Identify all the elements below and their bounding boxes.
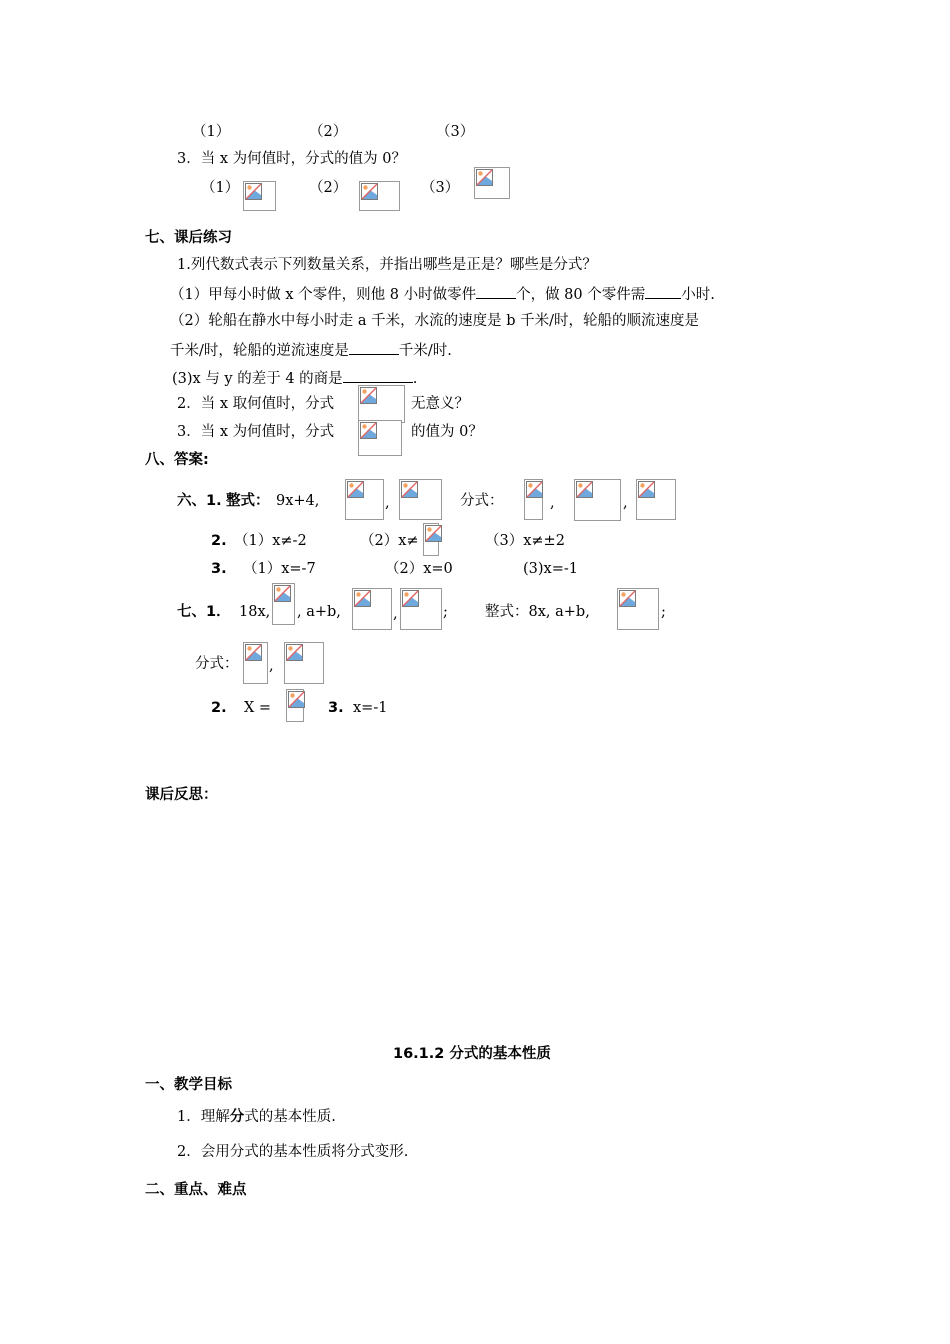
broken-image-icon [352, 588, 392, 630]
comma: , [550, 495, 555, 511]
broken-image-icon [400, 588, 442, 630]
s8-heading: 八、答案: [145, 452, 209, 468]
s7-heading: 七、课后练习 [145, 230, 232, 246]
broken-image-icon [524, 479, 543, 520]
q3-label-2: （2） [309, 180, 348, 196]
s7-q1-2b: 千米/时，轮船的逆流速度是 千米/时. [170, 340, 452, 360]
s7-q2-b: 无意义？ [411, 396, 469, 412]
ans-6-3-a: （1）x=-7 [243, 561, 316, 577]
comma: , [385, 495, 390, 511]
goal-heading: 一、教学目标 [145, 1077, 232, 1093]
key-heading: 二、重点、难点 [145, 1182, 247, 1198]
broken-image-icon [474, 167, 510, 199]
ans-6-2-num: 2. [211, 533, 227, 549]
s7-q1-intro: 1.列代数式表示下列数量关系，并指出哪些是正是？哪些是分式？ [177, 257, 597, 273]
q2-label-3: （3） [436, 124, 475, 140]
s7-q1-3: (3)x 与 y 的差于 4 的商是 . [172, 368, 417, 388]
ans-7-1-a: 18x, [239, 604, 271, 620]
q2-label-2: （2） [309, 124, 348, 140]
ans-7-3-a: x=-1 [353, 700, 388, 716]
broken-image-icon [345, 479, 384, 520]
broken-image-icon [574, 479, 621, 521]
ans-6-3-c: (3)x=-1 [523, 561, 578, 577]
ans-7-fs: 分式： [195, 656, 239, 672]
ans-6-2-a: （1）x≠-2 [234, 533, 307, 549]
s7-q3-b: 的值为 0？ [411, 424, 483, 440]
ans-7-1-e: ; [661, 604, 666, 620]
broken-image-icon [243, 642, 268, 684]
ans-6-2-c: （3）x≠±2 [485, 533, 565, 549]
q3-label-3: （3） [421, 180, 460, 196]
ans-6-1-fs: 分式： [460, 493, 504, 509]
s6-q3-text: 3．当 x 为何值时，分式的值为 0？ [177, 151, 406, 167]
s7-q1-1: （1）甲每小时做 x 个零件，则他 8 小时做零件 个，做 80 个零件需 小时. [170, 284, 715, 304]
ans-6-1-num: 六、1. [177, 493, 222, 509]
ans-6-1-val: 9x+4, [276, 493, 320, 509]
broken-image-icon [399, 479, 442, 520]
broken-image-icon [423, 523, 439, 556]
lesson-title: 16.1.2 分式的基本性质 [393, 1046, 551, 1062]
ans-7-2-num: 2. [211, 700, 227, 716]
ans-7-2-a: X = [244, 700, 272, 716]
goal-item-2: 2．会用分式的基本性质将分式变形. [177, 1144, 409, 1160]
s7-q3-a: 3．当 x 为何值时，分式 [177, 424, 335, 440]
q2-label-1: （1） [192, 124, 231, 140]
broken-image-icon [358, 385, 405, 423]
ans-7-1-c: , [393, 606, 398, 622]
reflection-heading: 课后反思： [145, 787, 218, 803]
goal-item-1: 1．理解分式的基本性质. [177, 1109, 336, 1125]
ans-6-1-zs: 整式： [226, 493, 270, 509]
ans-7-1-zs: 整式：8x, a+b, [485, 604, 590, 620]
ans-6-2-b: （2）x≠ [360, 533, 419, 549]
ans-6-3-b: （2）x=0 [385, 561, 453, 577]
comma: , [623, 495, 628, 511]
broken-image-icon [272, 583, 295, 625]
broken-image-icon [284, 642, 324, 684]
s7-q1-2a: （2）轮船在静水中每小时走 a 千米，水流的速度是 b 千米/时，轮船的顺流速度是 [170, 313, 699, 329]
broken-image-icon [286, 689, 304, 722]
comma: , [269, 658, 274, 674]
q3-label-1: （1） [201, 180, 240, 196]
ans-7-1-num: 七、1． [177, 604, 231, 620]
broken-image-icon [636, 479, 676, 520]
broken-image-icon [617, 588, 659, 630]
ans-6-3-num: 3. [211, 561, 227, 577]
ans-7-1-b: , a+b, [297, 604, 341, 620]
broken-image-icon [243, 181, 276, 211]
ans-7-1-d: ; [443, 604, 448, 620]
broken-image-icon [359, 181, 400, 211]
ans-7-3-num: 3. [328, 700, 344, 716]
s7-q2-a: 2．当 x 取何值时，分式 [177, 396, 335, 412]
broken-image-icon [358, 420, 402, 456]
